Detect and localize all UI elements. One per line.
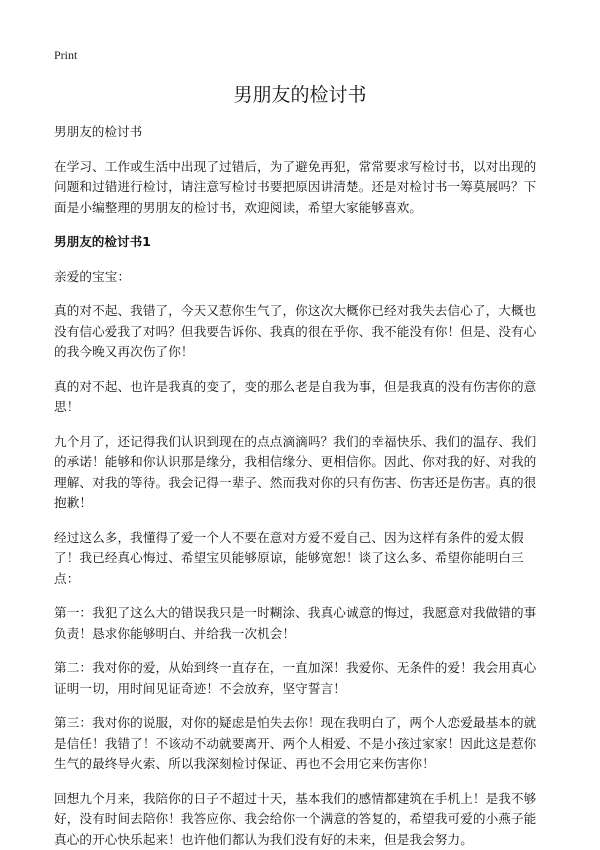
paragraph-closing: 回想九个月来，我陪你的日子不超过十天，基本我们的感情都建筑在手机上！是我不够好，没有时间去陪你！我答应你、我会给你一个满意的答复的，希望我可爱的小燕子能真心的开心快乐起来！也许他们都认为我们没有好的未来，但是我会努力。 [54,789,546,850]
section-heading: 男朋友的检讨书1 [54,232,546,253]
paragraph-point-1: 第一：我犯了这么大的错误我只是一时糊涂、我真心诚意的悔过，我愿意对我做错的事负责！恳求你能够明白、并给我一次机会！ [54,603,546,644]
intro-paragraph: 在学习、工作或生活中出现了过错后，为了避免再犯，常常要求写检讨书，以对出现的问题和过错进行检讨，请注意写检讨书要把原因讲清楚。还是对检讨书一筹莫展吗？下面是小编整理的男朋友的检讨书，欢迎阅读，希望大家能够喜欢。 [54,157,546,219]
print-link[interactable]: Print [54,47,77,63]
paragraph-2: 真的对不起、也许是我真的变了，变的那么老是自我为事，但是我真的没有伤害你的意思！ [54,377,546,418]
paragraph-1: 真的对不起、我错了，今天又惹你生气了，你这次大概你已经对我失去信心了，大概也没有信心爱我了对吗？但我要告诉你、我真的很在乎你、我不能没有你！但是、没有心的我今晚又再次伤了你！ [54,301,546,363]
paragraph-4: 经过这么多，我懂得了爱一个人不要在意对方爱不爱自己、因为这样有条件的爱太假了！我已经真心悔过、希望宝贝能够原谅，能够宽恕！谈了这么多、希望你能明白三点： [54,528,546,590]
paragraph-3: 九个月了，还记得我们认识到现在的点点滴滴吗？我们的幸福快乐、我们的温存、我们的承诺！能够和你认识那是缘分，我相信缘分、更相信你。因此、你对我的好、对我的理解、对我的等待。我会记得一辈子、然而我对你的只有伤害、伤害还是伤害。真的很抱歉！ [54,432,546,514]
paragraph-point-2: 第二：我对你的爱，从始到终一直存在，一直加深！我爱你、无条件的爱！我会用真心证明一切，用时间见证奇迹！不会放弃，坚守誓言！ [54,658,546,699]
paragraph-point-3: 第三：我对你的说服，对你的疑虑是怕失去你！现在我明白了，两个人恋爱最基本的就是信任！我错了！不该动不动就要离开、两个人相爱、不是小孩过家家！因此这是惹你生气的最终导火索、所以我深刻检讨保证、再也不会用它来伤害你！ [54,713,546,775]
document-title: 男朋友的检讨书 [54,82,546,108]
document-subtitle: 男朋友的检讨书 [54,122,546,143]
paragraph-salutation: 亲爱的宝宝： [54,267,546,288]
